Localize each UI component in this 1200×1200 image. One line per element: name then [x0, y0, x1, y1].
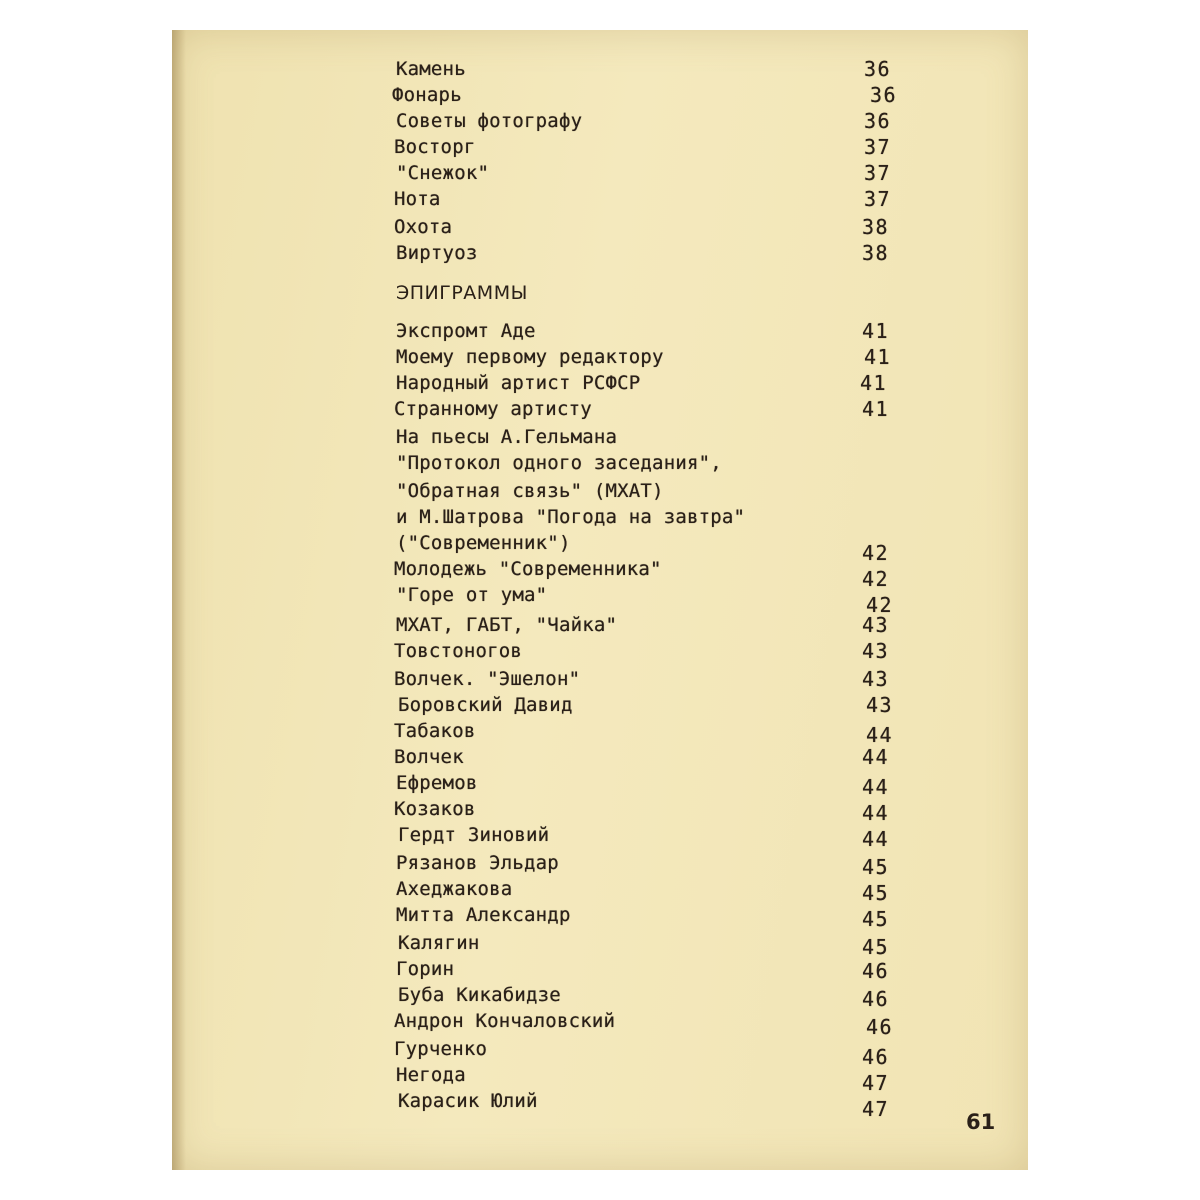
entry-title: Камень: [396, 58, 466, 80]
entry-page: 37: [864, 161, 892, 185]
entry-title: Виртуоз: [396, 242, 478, 264]
toc-entry: [0, 956, 1200, 982]
entry-page: 42: [866, 593, 894, 617]
entry-title: Молодежь "Современника": [394, 558, 662, 580]
toc-entry: [0, 530, 1200, 565]
entry-page: 45: [862, 855, 890, 879]
toc-entry: [0, 450, 1200, 476]
entry-page: 36: [864, 109, 892, 133]
entry-page: 41: [862, 319, 890, 343]
entry-page: 37: [864, 135, 892, 159]
toc-entry: [0, 370, 1200, 396]
toc-entry: [0, 770, 1200, 799]
toc-entry: [0, 186, 1200, 212]
entry-title: Ахеджакова: [396, 878, 513, 900]
entry-title: Волчек: [394, 746, 464, 768]
toc-entry: [0, 82, 1200, 108]
entry-title: Горин: [396, 958, 455, 980]
entry-page: 41: [860, 371, 888, 395]
entry-page: 46: [862, 959, 890, 983]
entry-page: 43: [866, 693, 894, 717]
entry-page: 38: [862, 241, 890, 265]
section-heading-epigrams: ЭПИГРАММЫ: [396, 282, 528, 304]
toc-entry: [0, 1008, 1200, 1039]
toc-entry: [0, 796, 1200, 825]
entry-title: Нота: [394, 188, 441, 210]
entry-page: 47: [862, 1097, 890, 1121]
entry-page: 43: [862, 613, 890, 637]
entry-page: 45: [862, 907, 890, 931]
toc-entry: [0, 1062, 1200, 1095]
entry-title: Советы фотографу: [396, 110, 583, 132]
entry-title: Рязанов Эльдар: [396, 852, 559, 874]
entry-title: Странному артисту: [394, 398, 592, 420]
entry-page: 42: [862, 541, 890, 565]
entry-title: Восторг: [394, 136, 476, 158]
toc-entry: [0, 930, 1200, 959]
entry-page: 45: [862, 935, 890, 959]
toc-entry: [0, 850, 1200, 879]
entry-title: Моему первому редактору: [396, 346, 664, 368]
entry-title: На пьесы А.Гельмана: [396, 426, 618, 448]
toc-entry: [0, 478, 1200, 504]
entry-title: "Обратная связь" (МХАТ): [396, 480, 664, 502]
entry-title: Калягин: [398, 932, 480, 954]
entry-page: 44: [862, 745, 890, 769]
entry-title: Андрон Кончаловский: [394, 1010, 616, 1032]
toc-entry: [0, 638, 1200, 664]
toc-entry: [0, 1036, 1200, 1069]
entry-page: 46: [862, 987, 890, 1011]
entry-page: 44: [866, 723, 894, 747]
toc-entry: [0, 344, 1200, 370]
entry-title: Ефремов: [396, 772, 478, 794]
entry-page: 45: [862, 881, 890, 905]
entry-page: 44: [862, 827, 890, 851]
toc-entry: [0, 108, 1200, 134]
entry-page: 36: [870, 83, 898, 107]
toc-entry: [0, 612, 1200, 638]
entry-page: 37: [864, 187, 892, 211]
entry-title: Козаков: [394, 798, 476, 820]
entry-page: 41: [864, 345, 892, 369]
entry-title: Народный артист РСФСР: [396, 372, 641, 394]
toc-entry: [0, 214, 1200, 240]
entry-page: 44: [862, 775, 890, 799]
entry-page: 44: [862, 801, 890, 825]
entry-title: МХАТ, ГАБТ, "Чайка": [396, 614, 618, 636]
entry-page: 46: [866, 1015, 894, 1039]
entry-title: Боровский Давид: [398, 694, 573, 716]
entry-title: Негода: [396, 1064, 466, 1086]
entry-page: 41: [862, 397, 890, 421]
entry-title: Товстоногов: [394, 640, 523, 662]
entry-page: 36: [864, 57, 892, 81]
entry-title: Буба Кикабидзе: [398, 984, 561, 1006]
toc-entry: [0, 902, 1200, 931]
entry-title: Гурченко: [394, 1038, 488, 1060]
entry-title: "Протокол одного заседания",: [396, 452, 722, 474]
toc-entry: [0, 718, 1200, 747]
toc-entry: [0, 424, 1200, 450]
toc-entry: [0, 556, 1200, 591]
entry-title: Фонарь: [392, 84, 462, 106]
entry-title: Табаков: [394, 720, 476, 742]
entry-title: Экспромт Аде: [396, 320, 536, 342]
toc-entry: [0, 160, 1200, 186]
entry-page: 46: [862, 1045, 890, 1069]
toc-entry: [0, 56, 1200, 82]
toc-entry: [0, 240, 1200, 266]
entry-page: 47: [862, 1071, 890, 1095]
toc-entry: [0, 744, 1200, 770]
entry-title: "Горе от ума": [396, 584, 548, 606]
entry-title: Охота: [394, 216, 453, 238]
toc-entry: [0, 318, 1200, 344]
entry-page: 43: [862, 667, 890, 691]
toc-entry: [0, 396, 1200, 422]
entry-title: Волчек. "Эшелон": [394, 668, 581, 690]
entry-page: 43: [862, 639, 890, 663]
toc-entry: [0, 822, 1200, 851]
entry-title: Гердт Зиновий: [398, 824, 550, 846]
entry-title: "Снежок": [396, 162, 490, 184]
toc-entry: [0, 666, 1200, 692]
toc-entry: [0, 504, 1200, 530]
entry-page: 42: [862, 567, 890, 591]
entry-title: Митта Александр: [396, 904, 571, 926]
page-number: 61: [966, 1110, 996, 1134]
toc-entry: [0, 692, 1200, 718]
toc-entry: [0, 876, 1200, 905]
toc-entry: [0, 582, 1200, 617]
entry-page: 38: [862, 215, 890, 239]
toc-entry: [0, 982, 1200, 1011]
entry-title: и М.Шатрова "Погода на завтра": [396, 506, 746, 528]
entry-title: Карасик Юлий: [398, 1090, 538, 1112]
toc-entry: [0, 134, 1200, 160]
toc-entry: [0, 1088, 1200, 1121]
entry-title: ("Современник"): [396, 532, 571, 554]
